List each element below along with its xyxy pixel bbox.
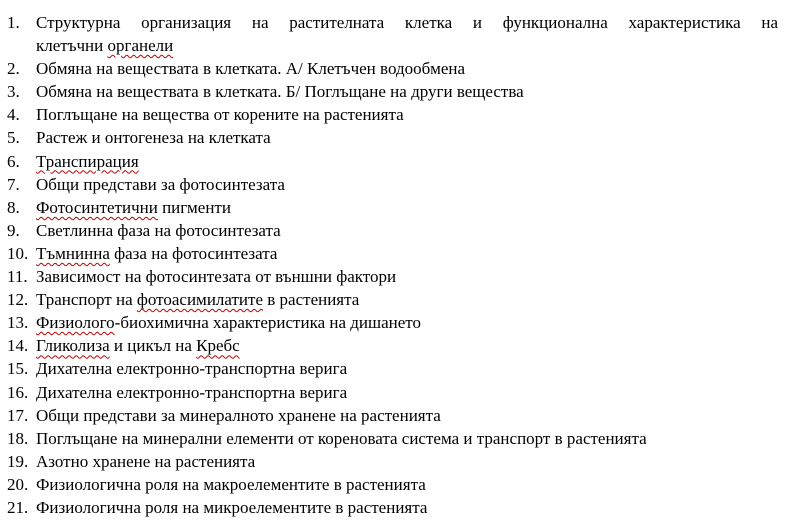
item-number: 18. <box>7 428 29 448</box>
item-text: Азотно хранене на растенията <box>36 451 256 471</box>
list-item <box>0 450 798 473</box>
item-text: Обмяна на веществата в клетката. Б/ Поглъщане на други вещества <box>36 82 524 102</box>
list-item <box>0 219 798 242</box>
item-text: клетъчни <box>36 36 108 56</box>
spellcheck-word: Фотосинтетични <box>36 197 158 217</box>
list-item <box>0 288 798 311</box>
item-number: 4. <box>7 105 20 125</box>
item-number: 3. <box>7 82 20 102</box>
spellcheck-word: Тъмнинна <box>36 243 110 263</box>
item-text: пигменти <box>157 197 231 217</box>
item-text: Зависимост на фотосинтезата от външни фактори <box>36 267 397 287</box>
list-item <box>0 473 798 496</box>
list-item <box>0 496 798 519</box>
item-text: Поглъщане на минерални елементи от кореновата система и транспорт в растенията <box>36 428 647 448</box>
item-number: 15. <box>7 359 29 379</box>
list-item <box>0 11 798 57</box>
item-number: 13. <box>7 313 29 333</box>
item-number: 9. <box>7 220 20 240</box>
spellcheck-word: органели <box>107 36 174 56</box>
list-item <box>0 404 798 427</box>
item-text-line1: Структурна организация на растителната клетка и функционална характеристика на <box>36 13 778 32</box>
list-item <box>0 196 798 219</box>
item-number: 8. <box>7 197 20 217</box>
list-item <box>0 80 798 103</box>
list-item <box>0 265 798 288</box>
item-text: Общи представи за минералното хранене на растенията <box>36 405 441 425</box>
item-text: и цикъл на <box>109 336 197 356</box>
item-text: -биохимична характеристика на дишането <box>114 313 422 333</box>
item-number: 17. <box>7 405 29 425</box>
item-number: 6. <box>7 151 20 171</box>
list-item <box>0 173 798 196</box>
spellcheck-word: Кребс <box>196 336 240 356</box>
item-number: 2. <box>7 59 20 79</box>
item-text: Растеж и онтогенеза на клетката <box>36 128 271 148</box>
list-item <box>0 242 798 265</box>
list-item <box>0 427 798 450</box>
list-item <box>0 357 798 380</box>
item-text: Дихателна електронно-транспортна верига <box>36 382 348 402</box>
list-item <box>0 381 798 404</box>
list-item <box>0 150 798 173</box>
item-number: 20. <box>7 474 29 494</box>
spellcheck-word: фотоасимилатите <box>136 290 264 310</box>
item-number: 5. <box>7 128 20 148</box>
item-number: 11. <box>7 267 28 287</box>
item-text: Физиологична роля на макроелементите в растенията <box>36 474 426 494</box>
item-text: фаза на фотосинтезата <box>109 243 278 263</box>
item-number: 21. <box>7 497 29 517</box>
spellcheck-word: Физиолого <box>36 313 115 333</box>
item-text: Поглъщане на вещества от корените на растенията <box>36 105 404 125</box>
item-number: 16. <box>7 382 29 402</box>
item-number: 14. <box>7 336 29 356</box>
item-number: 12. <box>7 290 29 310</box>
list-item <box>0 103 798 126</box>
list-item <box>0 57 798 80</box>
item-number: 7. <box>7 174 20 194</box>
spellcheck-word: Гликолиза <box>36 336 110 356</box>
list-item <box>0 334 798 357</box>
item-number: 1. <box>7 13 20 32</box>
list-item <box>0 126 798 149</box>
item-number: 10. <box>7 243 29 263</box>
item-text: Обмяна на веществата в клетката. А/ Клетъчен водообмена <box>36 59 466 79</box>
item-text: Общи представи за фотосинтезата <box>36 174 285 194</box>
item-number: 19. <box>7 451 29 471</box>
item-text: в растенията <box>263 290 360 310</box>
item-text: Дихателна електронно-транспортна верига <box>36 359 348 379</box>
item-text: Физиологична роля на микроелементите в растенията <box>36 497 428 517</box>
item-text: Транспорт на <box>36 290 137 310</box>
list-item <box>0 311 798 334</box>
item-text: Светлинна фаза на фотосинтезата <box>36 220 281 240</box>
spellcheck-word: Транспирация <box>36 151 139 171</box>
